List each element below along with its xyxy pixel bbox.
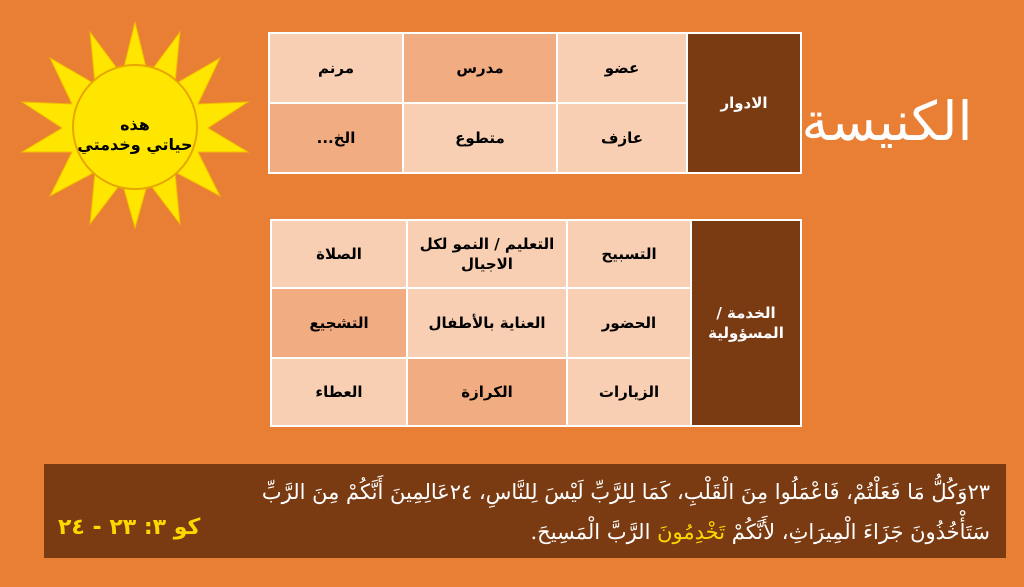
verse-highlight: تَخْدِمُونَ [657, 520, 726, 544]
role-cell: مدرس [403, 33, 557, 103]
service-table [270, 219, 802, 427]
service-cell: الكرازة [407, 358, 567, 426]
role-cell: عضو [557, 33, 687, 103]
verse-box [44, 464, 1006, 558]
verse-reference: كو ٣: ٢٣ - ٢٤ [58, 515, 201, 540]
role-cell: مرنم [269, 33, 403, 103]
roles-table [268, 32, 802, 174]
role-cell: الخ... [269, 103, 403, 173]
verse-line1: ٢٣وَكُلُّ مَا فَعَلْتُمْ، فَاعْمَلُوا مِنَ الْقَلْبِ، كَمَا لِلرَّبِّ لَيْسَ لِلنَّاسِ، ٢٤عَالِمِينَ أَنَّكُمْ مِنَ الرَّبِّ [261, 480, 990, 504]
service-cell: العطاء [271, 358, 407, 426]
service-cell: الزيارات [567, 358, 691, 426]
service-header: الخدمة / المسؤولية [691, 220, 801, 426]
verse-line2-start: سَتَأْخُذُونَ جَزَاءَ الْمِيرَاثِ، لأَنَّكُمْ [725, 520, 990, 544]
sun-caption-line2: حياتي وخدمتي [77, 135, 193, 154]
roles-header: الادوار [687, 33, 801, 173]
sun-graphic [20, 20, 250, 230]
role-cell: متطوع [403, 103, 557, 173]
service-cell: الصلاة [271, 220, 407, 288]
sun-caption-line1: هذه [120, 115, 150, 134]
verse-line2-end: الرَّبَّ الْمَسِيحَ. [530, 520, 658, 544]
service-cell: التعليم / النمو لكل الاجيال [407, 220, 567, 288]
sun-caption [75, 115, 195, 155]
service-cell: التشجيع [271, 288, 407, 358]
role-cell: عازف [557, 103, 687, 173]
service-cell: العناية بالأطفال [407, 288, 567, 358]
page-title: الكنيسة [801, 90, 973, 153]
service-cell: التسبيح [567, 220, 691, 288]
service-cell: الحضور [567, 288, 691, 358]
